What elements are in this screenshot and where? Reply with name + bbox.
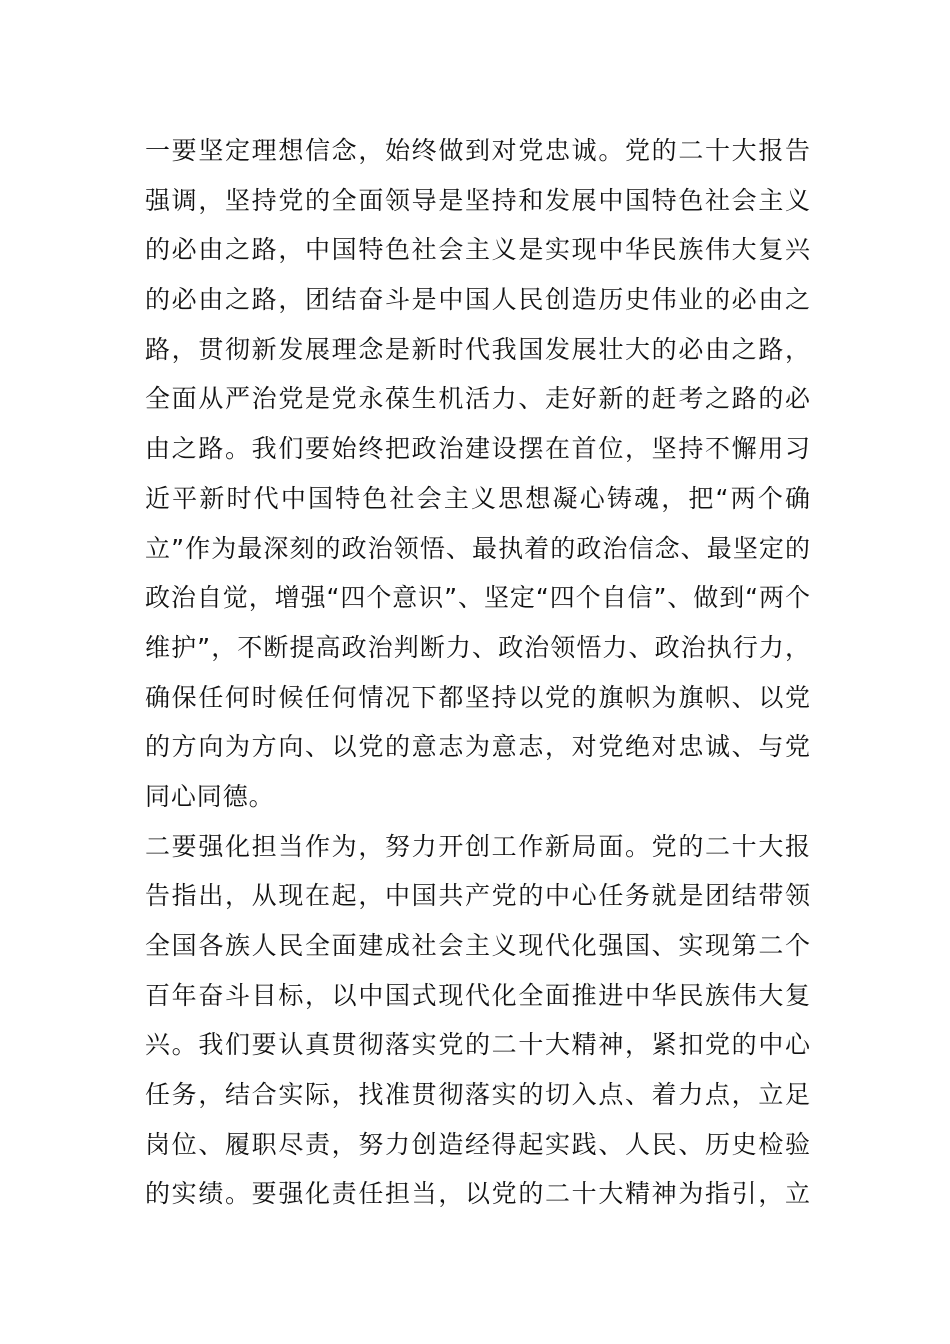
text-line: 由之路。我们要始终把政治建设摆在首位，坚持不懈用习 bbox=[145, 434, 810, 464]
text-line: 政治自觉，增强“四个意识”、坚定“四个自信”、做到“两个 bbox=[145, 583, 810, 613]
text-line: 全国各族人民全面建成社会主义现代化强国、实现第二个 bbox=[145, 931, 810, 960]
text-line: 近平新时代中国特色社会主义思想凝心铸魂，把“两个确 bbox=[145, 483, 810, 513]
paragraph-1 bbox=[145, 126, 810, 822]
text-line: 二要强化担当作为，努力开创工作新局面。党的二十大报 bbox=[145, 831, 810, 861]
text-line: 路，贯彻新发展理念是新时代我国发展壮大的必由之路， bbox=[145, 334, 810, 364]
text-line: 的必由之路，团结奋斗是中国人民创造历史伟业的必由之 bbox=[145, 285, 810, 315]
text-line: 强调，坚持党的全面领导是坚持和发展中国特色社会主义 bbox=[145, 185, 810, 215]
text-line: 的必由之路，中国特色社会主义是实现中华民族伟大复兴 bbox=[145, 235, 810, 265]
document-body bbox=[145, 126, 810, 1219]
text-line: 任务，结合实际，找准贯彻落实的切入点、着力点，立足 bbox=[145, 1080, 810, 1110]
text-line: 岗位、履职尽责，努力创造经得起实践、人民、历史检验 bbox=[145, 1129, 810, 1159]
paragraph-2 bbox=[145, 822, 810, 1220]
text-line: 的方向为方向、以党的意志为意志，对党绝对忠诚、与党 bbox=[145, 732, 810, 762]
text-line: 百年奋斗目标，以中国式现代化全面推进中华民族伟大复 bbox=[145, 980, 810, 1010]
text-line: 的实绩。要强化责任担当，以党的二十大精神为指引，立 bbox=[145, 1179, 810, 1209]
text-line: 同心同德。 bbox=[145, 781, 275, 811]
text-line: 维护”，不断提高政治判断力、政治领悟力、政治执行力， bbox=[145, 632, 810, 662]
text-line: 兴。我们要认真贯彻落实党的二十大精神，紧扣党的中心 bbox=[145, 1030, 810, 1060]
text-line: 告指出，从现在起，中国共产党的中心任务就是团结带领 bbox=[145, 881, 810, 911]
text-line: 立”作为最深刻的政治领悟、最执着的政治信念、最坚定的 bbox=[145, 533, 810, 563]
text-line: 一要坚定理想信念，始终做到对党忠诚。党的二十大报告 bbox=[145, 136, 810, 165]
text-line: 确保任何时候任何情况下都坚持以党的旗帜为旗帜、以党 bbox=[145, 682, 810, 712]
text-line: 全面从严治党是党永葆生机活力、走好新的赶考之路的必 bbox=[145, 384, 810, 414]
